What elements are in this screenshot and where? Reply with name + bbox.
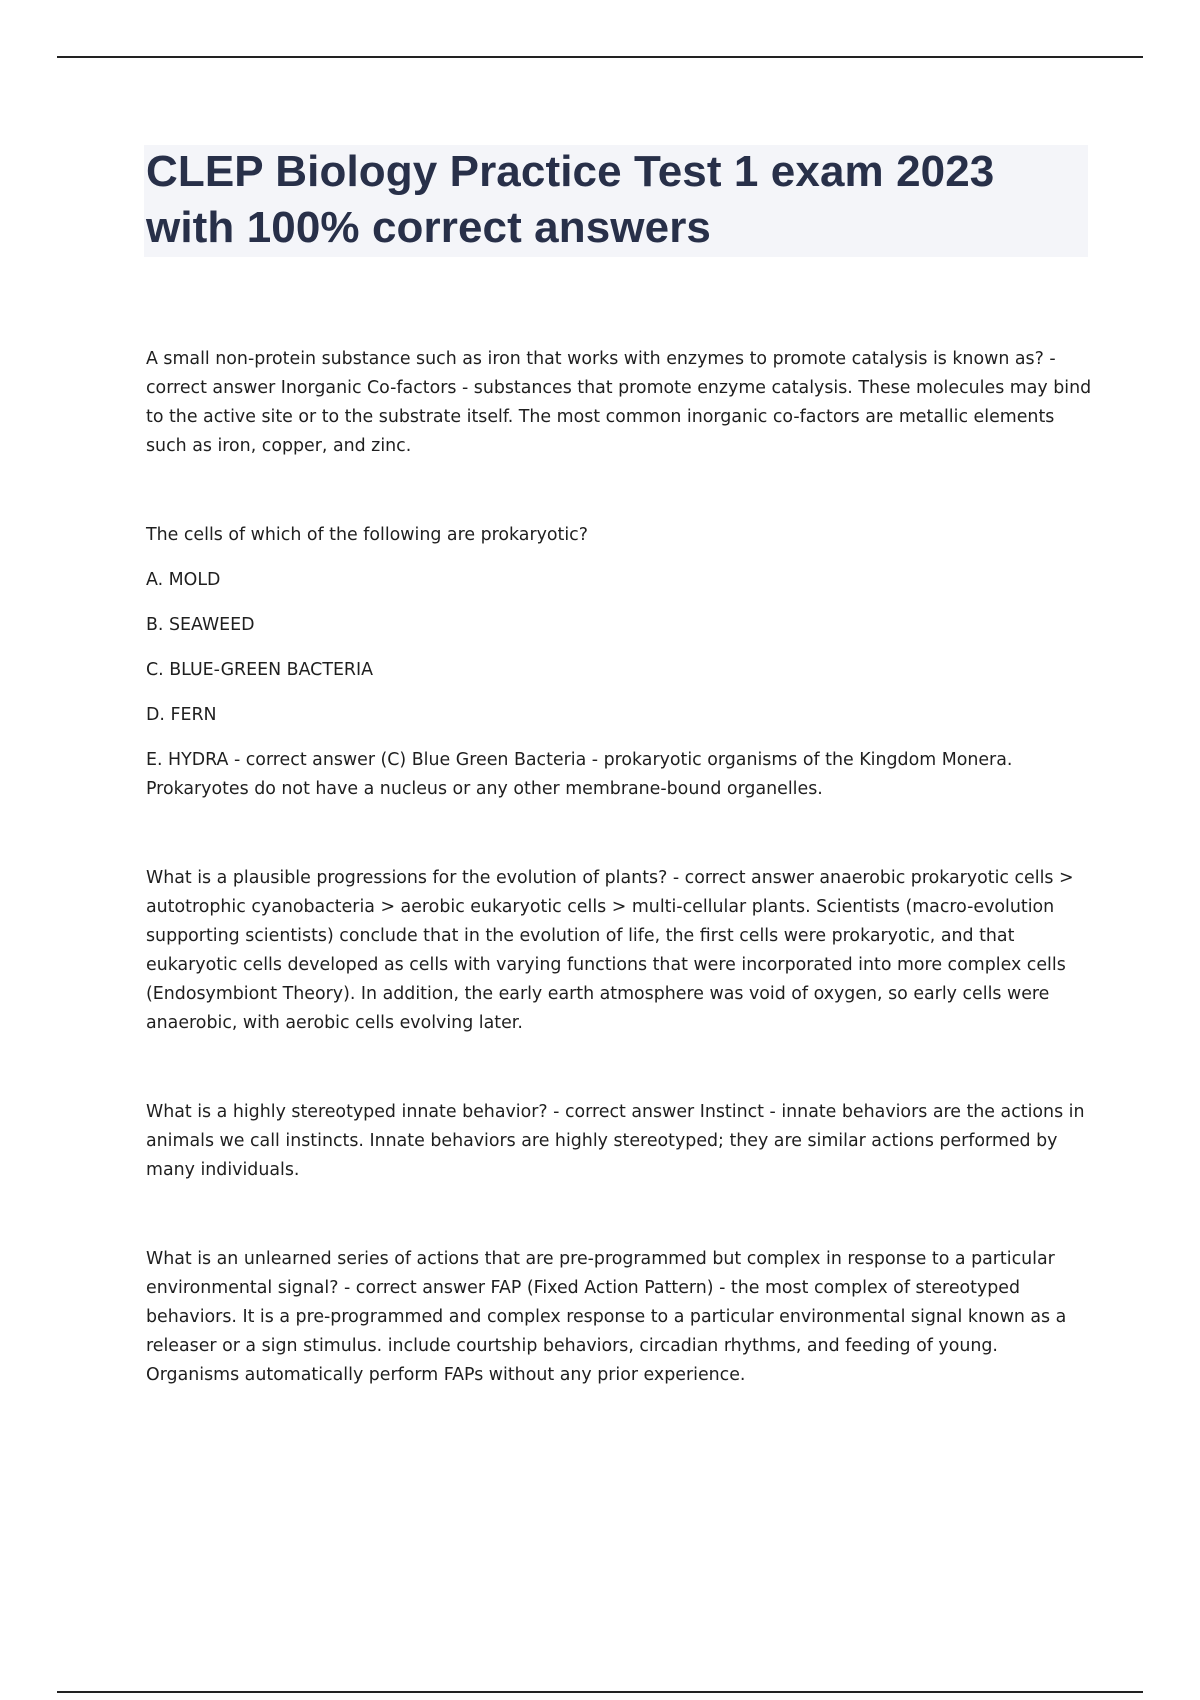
option-c: C. BLUE-GREEN BACTERIA <box>146 660 374 680</box>
option-d: D. FERN <box>146 705 217 725</box>
qa-item-prokaryotic <box>146 521 1096 804</box>
qa-text: A small non-protein substance such as iron that works with enzymes to promote catalysis is known as? - correct answer Inorganic Co-factors - substances that promote enzyme catalysis. These molecules may bind to the active site or to the substrate itself. The most common inorganic co-factors are metallic elements such as iron, copper, and zinc. <box>146 349 1092 456</box>
header-rule <box>57 56 1143 58</box>
document-title: CLEP Biology Practice Test 1 exam 2023 with 100% correct answers <box>146 147 995 252</box>
question-stem: The cells of which of the following are prokaryotic? <box>146 525 588 545</box>
qa-text: What is an unlearned series of actions that are pre-programmed but complex in response to a particular environmental signal? - correct answer FAP (Fixed Action Pattern) - the most complex of stereotyped behaviors. It is a pre-programmed and complex response to a particular environmental signal known as a releaser or a sign stimulus. include courtship behaviors, circadian rhythms, and feeding of young. Organisms automatically perform FAPs without any prior experience. <box>146 1249 1067 1385</box>
option-e-with-answer: E. HYDRA - correct answer (C) Blue Green Bacteria - prokaryotic organisms of the Kingdom Monera. Prokaryotes do not have a nucleus or any other membrane-bound organelles. <box>146 750 1013 799</box>
option-b: B. SEAWEED <box>146 615 255 635</box>
qa-text: What is a plausible progressions for the evolution of plants? - correct answer anaerobic prokaryotic cells > autotrophic cyanobacteria > aerobic eukaryotic cells > multi-cellular plants. Scientists (macro-evolution supporting scientists) conclude that in the evolution of life, the first cells were prokaryotic, and that eukaryotic cells developed as cells with varying functions that were incorporated into more complex cells (Endosymbiont Theory). In addition, the early earth atmosphere was void of oxygen, so early cells were anaerobic, with aerobic cells evolving later. <box>146 868 1074 1033</box>
qa-text: What is a highly stereotyped innate behavior? - correct answer Instinct - innate behaviors are the actions in animals we call instincts. Innate behaviors are highly stereotyped; they are similar actions performed by many individuals. <box>146 1102 1085 1180</box>
document-body <box>146 345 1096 1390</box>
footer-rule <box>57 1691 1143 1693</box>
qa-item-plant-evolution <box>146 864 1096 1038</box>
option-a: A. MOLD <box>146 570 221 590</box>
qa-item-fixed-action-pattern <box>146 1245 1096 1390</box>
qa-item-innate-behavior <box>146 1098 1096 1185</box>
qa-item-cofactors <box>146 345 1096 461</box>
